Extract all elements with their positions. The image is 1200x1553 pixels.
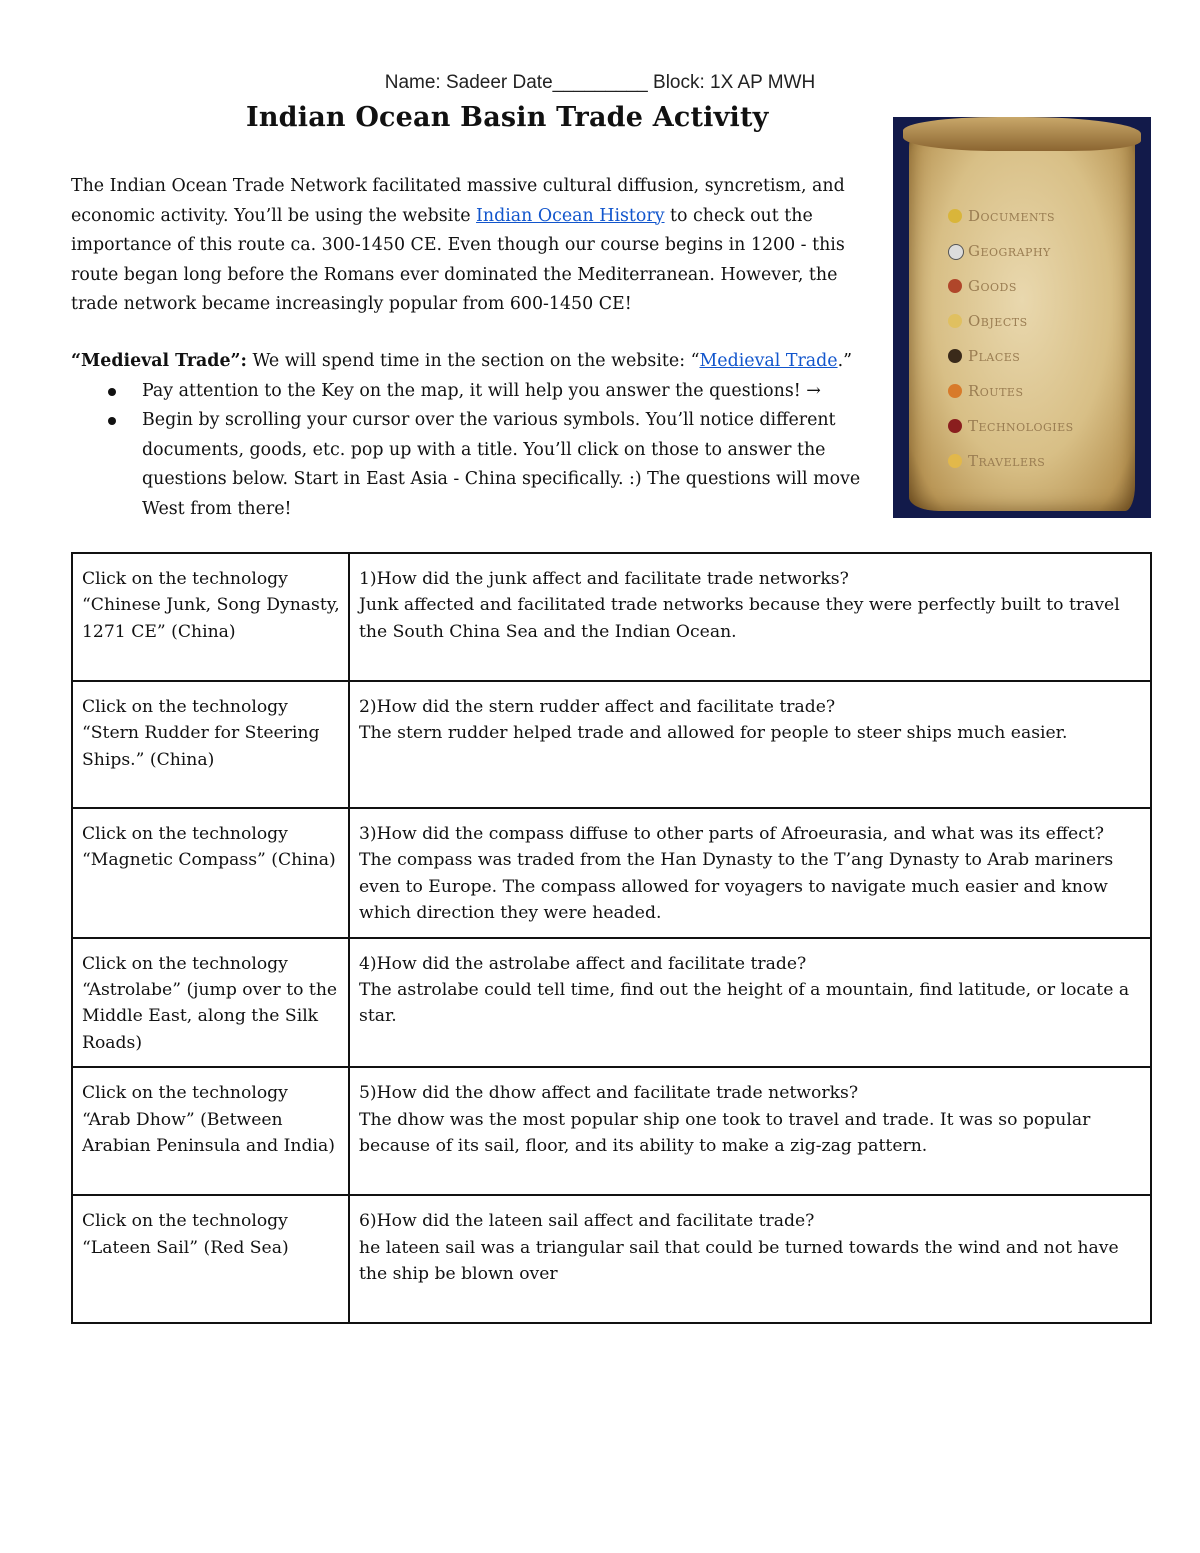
table-row: [72, 681, 1151, 808]
answer-cell: [349, 808, 1151, 938]
answer-text: he lateen sail was a triangular sail that could be turned towards the wind and not have the ship be blown over: [359, 1237, 1119, 1285]
prompt-cell: Click on the technology “Chinese Junk, Song Dynasty, 1271 CE” (China): [72, 553, 349, 681]
key-item-objects: Objects: [968, 312, 1028, 330]
key-item-technologies: Technologies: [968, 417, 1074, 435]
answer-text: The stern rudder helped trade and allowed for people to steer ships much easier.: [359, 723, 1068, 744]
key-item-travelers: Travelers: [968, 452, 1045, 470]
answer-text: Junk affected and facilitated trade networks because they were perfectly built to travel the South China Sea and the Indian Ocean.: [359, 595, 1120, 642]
intro-text-1: The Indian Ocean Trade Network facilitated massive cultural diffusion, syncretism, and economic activity. You’ll be using the website: [71, 176, 845, 226]
list-item-text: Begin by scrolling your cursor over the various symbols. You’ll notice different documents, goods, etc. pop up with a title. You’ll click on those to answer the questions below. Start in East Asia - China specifically. :) The questions will move West from there!: [142, 410, 861, 519]
answer-text: The compass was traded from the Han Dynasty to the T’ang Dynasty to Arab mariners even to Europe. The compass allowed for voyagers to navigate much easier and know which direction they were headed.: [359, 850, 1114, 924]
question-text: 3)How did the compass diffuse to other parts of Afroeurasia, and what was its effect?: [359, 824, 1104, 844]
scroll-icon: [948, 209, 962, 223]
page-title: Indian Ocean Basin Trade Activity: [246, 102, 769, 133]
medieval-trade-link[interactable]: Medieval Trade: [699, 351, 838, 371]
objects-icon: [948, 314, 962, 328]
section-text: We will spend time in the section on the website: “: [246, 351, 700, 371]
key-item-geography: Geography: [968, 242, 1051, 260]
list-item-text: Pay attention to the Key on the map, it will help you answer the questions! →: [142, 380, 821, 401]
answer-cell: [349, 1195, 1151, 1323]
list-item: [142, 377, 881, 407]
bullet-icon: [108, 417, 116, 425]
prompt-cell: Click on the technology “Magnetic Compass” (China): [72, 808, 349, 938]
answer-text: The dhow was the most popular ship one took to travel and trade. It was so popular because of its sail, floor, and its ability to make a zig-zag pattern.: [359, 1109, 1091, 1157]
table-row: [72, 1067, 1151, 1195]
places-icon: [948, 349, 962, 363]
question-text: 5)How did the dhow affect and facilitate trade networks?: [359, 1083, 859, 1104]
key-item-routes: Routes: [968, 382, 1024, 400]
answer-cell: [349, 1067, 1151, 1195]
answer-cell: [349, 681, 1151, 808]
section-text-end: .”: [837, 351, 852, 371]
intro-text-2: to check out the importance of this route ca. 300-1450 CE. Even though our course begins in 1200 - this route began long before the Romans ever dominated the Mediterranean. However, the trade network became increasingly popular from 600-1450 CE!: [71, 205, 845, 315]
key-item-documents: Documents: [968, 207, 1055, 225]
map-key-image: [893, 117, 1151, 518]
key-item-places: Places: [968, 347, 1020, 365]
question-text: 2)How did the stern rudder affect and facilitate trade?: [359, 697, 836, 717]
prompt-cell: Click on the technology “Stern Rudder for Steering Ships.” (China): [72, 681, 349, 808]
indian-ocean-history-link[interactable]: Indian Ocean History: [476, 205, 665, 226]
instruction-list: [71, 377, 881, 525]
section-lead: “Medieval Trade”:: [71, 351, 247, 371]
key-item-goods: Goods: [968, 277, 1017, 295]
prompt-cell: Click on the technology “Astrolabe” (jump over to the Middle East, along the Silk Roads): [72, 938, 349, 1068]
question-text: 4)How did the astrolabe affect and facilitate trade?: [359, 953, 807, 974]
answer-text: The astrolabe could tell time, find out the height of a mountain, find latitude, or locate a star.: [359, 980, 1130, 1027]
intro-paragraph: [71, 172, 881, 320]
table-row: [72, 938, 1151, 1068]
globe-icon: [948, 244, 964, 260]
bullet-icon: [108, 388, 116, 396]
medieval-trade-section: [71, 347, 881, 525]
prompt-cell: Click on the technology “Lateen Sail” (Red Sea): [72, 1195, 349, 1323]
prompt-cell: Click on the technology “Arab Dhow” (Between Arabian Peninsula and India): [72, 1067, 349, 1195]
scroll-roll: [903, 117, 1141, 151]
header-line: Name: Sadeer Date_________ Block: 1X AP MWH: [384, 72, 816, 93]
goods-icon: [948, 279, 962, 293]
questions-table: [71, 552, 1152, 1324]
answer-cell: [349, 938, 1151, 1068]
table-row: [72, 553, 1151, 681]
table-row: [72, 808, 1151, 938]
routes-icon: [948, 384, 962, 398]
question-text: 6)How did the lateen sail affect and facilitate trade?: [359, 1211, 815, 1232]
question-text: 1)How did the junk affect and facilitate trade networks?: [359, 569, 849, 589]
technologies-icon: [948, 419, 962, 433]
list-item: [142, 406, 881, 524]
table-row: [72, 1195, 1151, 1323]
travelers-icon: [948, 454, 962, 468]
answer-cell: [349, 553, 1151, 681]
